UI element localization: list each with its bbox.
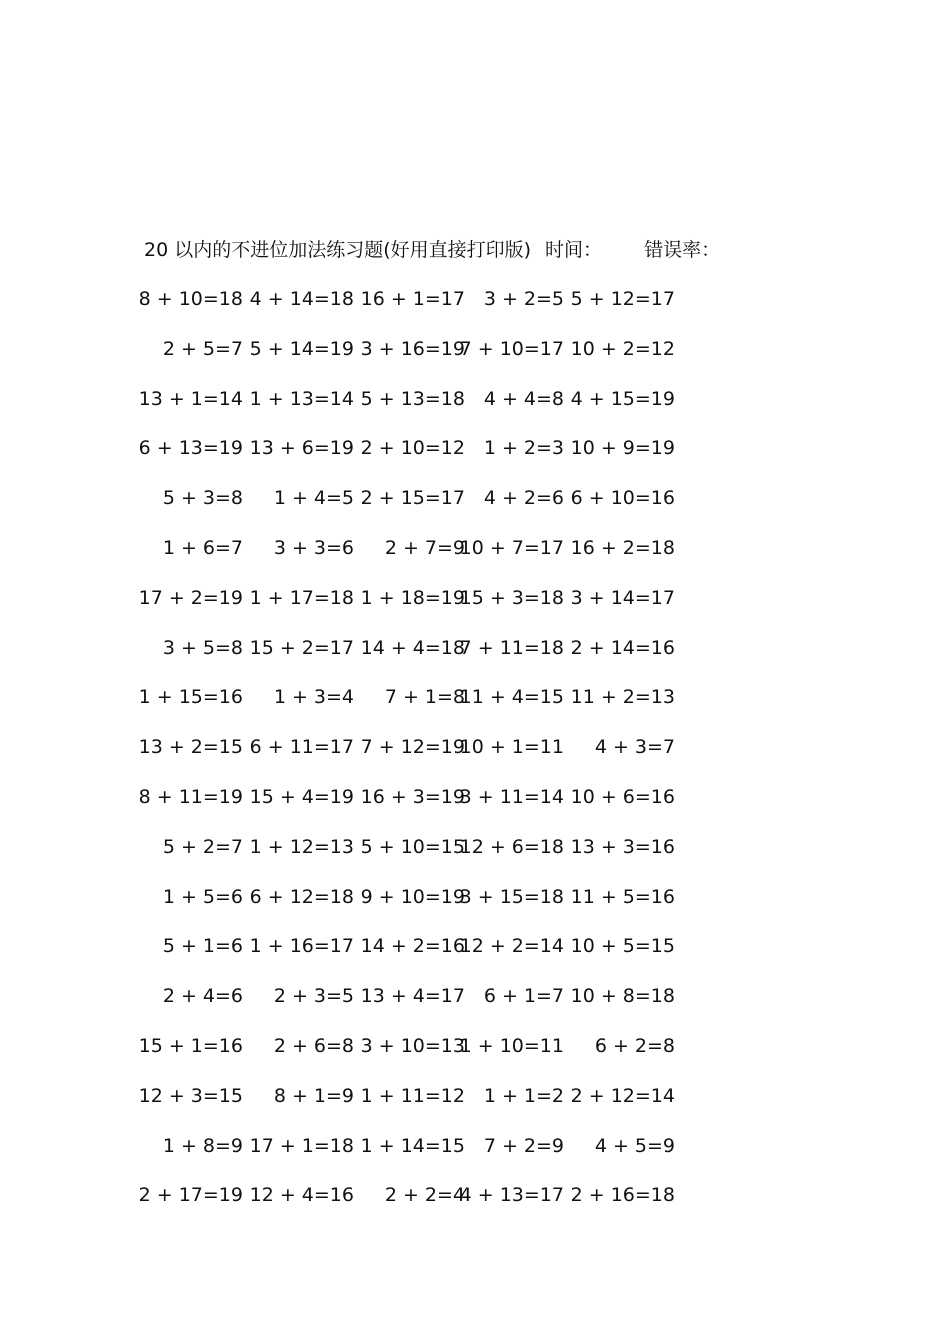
worksheet-title: 20 以内的不进位加法练习题(好用直接打印版) [144,239,532,261]
addition-problem: 10 + 8=18 [570,985,675,1008]
problem-row [0,931,950,961]
addition-problem: 5 + 1=6 [162,935,243,958]
addition-problem: 7 + 1=8 [384,686,465,709]
addition-problem: 1 + 6=7 [162,537,243,559]
addition-problem: 4 + 14=18 [249,288,354,310]
addition-problem: 14 + 2=16 [360,935,465,958]
addition-problem: 10 + 7=17 [459,537,564,559]
addition-problem: 1 + 10=11 [459,1035,564,1057]
addition-problem: 3 + 2=5 [483,288,564,310]
addition-problem: 7 + 2=9 [483,1134,564,1157]
addition-problem: 16 + 3=19 [360,786,465,808]
addition-problem: 2 + 10=12 [360,437,465,460]
addition-problem: 9 + 10=19 [360,885,465,908]
addition-problem: 3 + 11=14 [459,786,564,808]
problem-row [0,1180,950,1210]
addition-problem: 8 + 11=19 [138,786,243,808]
addition-problem: 1 + 11=12 [360,1084,465,1107]
problem-row [0,284,950,314]
addition-problem: 6 + 13=19 [138,437,243,460]
addition-problem: 12 + 3=15 [138,1084,243,1107]
addition-problem: 1 + 12=13 [249,835,354,858]
addition-problem: 6 + 10=16 [570,487,675,510]
addition-problem: 7 + 11=18 [459,636,564,659]
addition-problem: 13 + 6=19 [249,437,354,460]
addition-problem: 10 + 5=15 [570,935,675,958]
error-rate-label: 错误率： [644,239,721,261]
addition-problem: 1 + 18=19 [360,586,465,609]
addition-problem: 5 + 2=7 [162,835,243,858]
page-title [144,236,720,264]
addition-problem: 4 + 3=7 [594,736,675,759]
addition-problem: 5 + 10=15 [360,835,465,858]
addition-problem: 8 + 10=18 [138,288,243,310]
addition-problem: 10 + 2=12 [570,337,675,360]
addition-problem: 1 + 5=6 [162,885,243,908]
addition-problem: 5 + 12=17 [570,288,675,310]
problem-row [0,1031,950,1061]
addition-problem: 2 + 16=18 [570,1184,675,1207]
addition-problem: 3 + 14=17 [570,586,675,609]
addition-problem: 1 + 8=9 [162,1134,243,1157]
addition-problem: 13 + 3=16 [570,835,675,858]
addition-problem: 2 + 14=16 [570,636,675,659]
problem-row [0,334,950,364]
addition-problem: 17 + 2=19 [138,586,243,609]
problem-row [0,1131,950,1161]
addition-problem: 6 + 12=18 [249,885,354,908]
addition-problem: 2 + 3=5 [273,985,354,1008]
time-label: 时间： [545,239,603,261]
addition-problem: 2 + 4=6 [162,985,243,1008]
addition-problem: 15 + 2=17 [249,636,354,659]
addition-problem: 2 + 2=4 [384,1184,465,1207]
addition-problem: 4 + 15=19 [570,387,675,410]
addition-problem: 1 + 2=3 [483,437,564,460]
problem-row [0,782,950,812]
addition-problem: 2 + 7=9 [384,537,465,559]
addition-problem: 1 + 4=5 [273,487,354,510]
addition-problem: 2 + 15=17 [360,487,465,510]
problem-row [0,583,950,613]
addition-problem: 6 + 1=7 [483,985,564,1008]
addition-problem: 4 + 2=6 [483,487,564,510]
addition-problem: 10 + 6=16 [570,786,675,808]
addition-problem: 12 + 6=18 [459,835,564,858]
addition-problem: 14 + 4=18 [360,636,465,659]
addition-problem: 10 + 9=19 [570,437,675,460]
problem-row [0,1081,950,1111]
addition-problem: 2 + 6=8 [273,1035,354,1057]
addition-problem: 15 + 3=18 [459,586,564,609]
addition-problem: 13 + 1=14 [138,387,243,410]
addition-problem: 16 + 1=17 [360,288,465,310]
addition-problem: 5 + 14=19 [249,337,354,360]
addition-problem: 10 + 1=11 [459,736,564,759]
addition-problem: 5 + 13=18 [360,387,465,410]
addition-problem: 2 + 17=19 [138,1184,243,1207]
addition-problem: 3 + 16=19 [360,337,465,360]
addition-problem: 11 + 4=15 [459,686,564,709]
problem-row [0,433,950,463]
problem-row [0,981,950,1011]
problem-row [0,533,950,563]
addition-problem: 7 + 12=19 [360,736,465,759]
addition-problem: 2 + 12=14 [570,1084,675,1107]
addition-problem: 3 + 3=6 [273,537,354,559]
addition-problem: 3 + 10=13 [360,1035,465,1057]
addition-problem: 12 + 2=14 [459,935,564,958]
addition-problem: 13 + 4=17 [360,985,465,1008]
addition-problem: 4 + 13=17 [459,1184,564,1207]
addition-problem: 6 + 2=8 [594,1035,675,1057]
problem-row [0,682,950,712]
problem-row [0,882,950,912]
addition-problem: 1 + 16=17 [249,935,354,958]
addition-problem: 1 + 17=18 [249,586,354,609]
addition-problem: 1 + 3=4 [273,686,354,709]
addition-problem: 11 + 2=13 [570,686,675,709]
addition-problem: 6 + 11=17 [249,736,354,759]
problem-row [0,384,950,414]
addition-problem: 8 + 1=9 [273,1084,354,1107]
addition-problem: 17 + 1=18 [249,1134,354,1157]
addition-problem: 4 + 5=9 [594,1134,675,1157]
addition-problem: 1 + 13=14 [249,387,354,410]
addition-problem: 16 + 2=18 [570,537,675,559]
problem-row [0,732,950,762]
addition-problem: 13 + 2=15 [138,736,243,759]
addition-problem: 1 + 15=16 [138,686,243,709]
addition-problem: 5 + 3=8 [162,487,243,510]
problem-row [0,633,950,663]
problem-row [0,483,950,513]
addition-problem: 7 + 10=17 [459,337,564,360]
addition-problem: 15 + 4=19 [249,786,354,808]
problem-row [0,832,950,862]
addition-problem: 1 + 1=2 [483,1084,564,1107]
addition-problem: 3 + 5=8 [162,636,243,659]
addition-problem: 12 + 4=16 [249,1184,354,1207]
addition-problem: 4 + 4=8 [483,387,564,410]
addition-problem: 2 + 5=7 [162,337,243,360]
addition-problem: 1 + 14=15 [360,1134,465,1157]
addition-problem: 3 + 15=18 [459,885,564,908]
addition-problem: 15 + 1=16 [138,1035,243,1057]
addition-problem: 11 + 5=16 [570,885,675,908]
